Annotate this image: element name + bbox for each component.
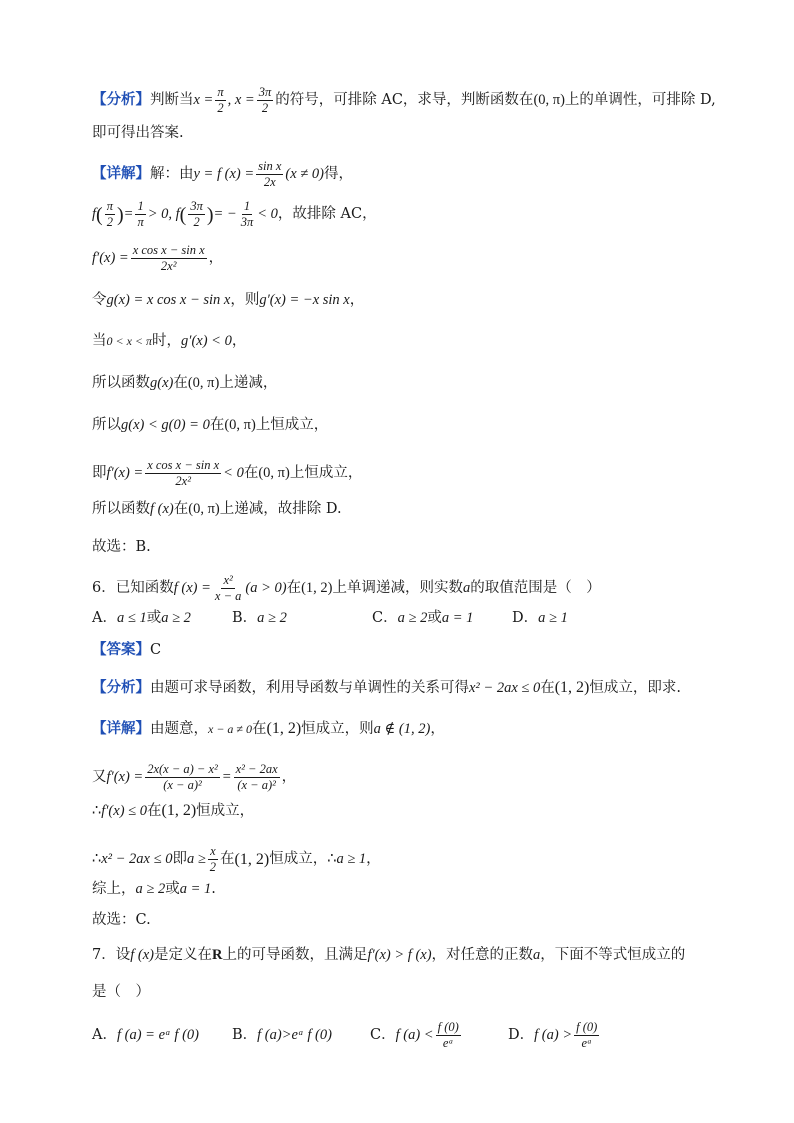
text: 得， — [323, 166, 353, 183]
math-a-ge: a ≥ — [186, 851, 206, 868]
text: 又 — [92, 769, 107, 786]
detail-line-6 — [92, 376, 277, 391]
numerator: π — [105, 200, 115, 215]
answer-tag: 【答案】 — [92, 641, 150, 658]
question-6-detail-5 — [92, 882, 216, 897]
text: 令 — [92, 292, 107, 308]
text: 上的单调性，可排除 D, — [564, 92, 716, 109]
text: 是（ ） — [92, 984, 150, 1000]
math-result-1: a ≥ 2 — [135, 881, 166, 897]
text: 在 — [209, 417, 225, 433]
math-ineq: x² − 2ax ≤ 0 — [101, 851, 173, 868]
denominator: π — [137, 215, 144, 230]
math-result: a ≥ 1 — [336, 851, 367, 868]
text: 在 — [540, 679, 555, 696]
answer-value: C — [150, 642, 162, 658]
math-ineq: f′(x) ≤ 0 — [101, 802, 147, 819]
math-fprime: f′(x) = — [92, 250, 129, 267]
text: 或 — [165, 881, 180, 897]
fraction-1 — [145, 763, 220, 792]
numerator: 3π — [257, 86, 274, 101]
math-eq: = — [123, 206, 134, 223]
text: 即可得出答案. — [92, 125, 184, 141]
denominator: (x − a)² — [163, 778, 202, 793]
option-label: D． — [508, 1027, 535, 1044]
option-d[interactable] — [508, 1021, 601, 1050]
text: ，故排除 AC， — [277, 206, 377, 223]
option-math-2: a ≥ 2 — [161, 610, 191, 626]
fraction-sinx-over-2x — [256, 160, 283, 189]
math-lt: < 0 — [223, 465, 244, 482]
denominator: eᵃ — [442, 1036, 454, 1051]
text: 由题意， — [150, 720, 208, 737]
math-x-eq-2: , x = — [227, 92, 255, 109]
text: 在 — [243, 465, 259, 482]
question-6-detail-1 — [92, 721, 445, 737]
option-label: C． — [370, 1027, 396, 1044]
math-result-2: a = 1 — [179, 881, 212, 897]
fraction-x-over-2 — [208, 845, 218, 874]
math-interval: (1, 2) — [161, 802, 197, 819]
math-ineq: x² − 2ax ≤ 0 — [469, 679, 541, 696]
math-eq: = — [221, 769, 232, 786]
text: 恒成立， — [269, 851, 328, 868]
numerator: 2x(x − a) − x² — [145, 763, 220, 778]
detail-line-3 — [92, 244, 223, 273]
text: ， — [231, 333, 247, 349]
math-gprime-neg: g′(x) < 0 — [181, 333, 232, 349]
math-a: a — [463, 580, 471, 597]
therefore-symbol: ∴ — [92, 851, 102, 868]
denominator: 2 — [106, 215, 113, 230]
text: 即 — [172, 851, 187, 868]
option-label: C． — [372, 610, 398, 626]
text: ，下面不等式恒成立的 — [540, 947, 686, 963]
option-math: a ≥ 1 — [538, 610, 568, 626]
denominator: eᵃ — [581, 1036, 592, 1051]
denominator: 2x² — [160, 259, 177, 274]
text: ， — [366, 851, 381, 868]
math-interval: (0, π) — [533, 92, 565, 109]
text: 解：由 — [150, 166, 194, 183]
question-7-stem-2 — [92, 985, 150, 1000]
option-label: B． — [232, 610, 258, 626]
numerator: 1 — [135, 200, 145, 215]
text: 所以函数 — [92, 375, 150, 391]
detail-choose — [92, 540, 151, 555]
math-x-eq: x = — [193, 92, 214, 109]
denominator: 3π — [240, 215, 254, 230]
text: ，对任意的正数 — [431, 947, 534, 963]
text: 故选：C. — [92, 912, 151, 928]
text: 上恒成立， — [255, 417, 329, 433]
option-b[interactable] — [232, 1028, 370, 1043]
fraction-pi-over-2 — [105, 200, 115, 229]
text: 的取值范围是（ ） — [470, 580, 601, 597]
therefore-symbol: ∴ — [92, 802, 102, 819]
option-math: f (a) = eᵃ f (0) — [116, 1027, 199, 1044]
question-6-detail-4 — [92, 845, 381, 874]
fraction-pi-over-2 — [215, 86, 225, 115]
math-interval: (1, 2) — [266, 720, 302, 737]
math-cond: f′(x) > f (x) — [367, 947, 432, 963]
text: 6．已知函数 — [92, 580, 174, 597]
question-7-stem-1 — [92, 948, 685, 963]
option-c[interactable] — [370, 1021, 508, 1050]
text: 上递减，故排除 D. — [219, 501, 342, 517]
question-6-stem — [92, 574, 601, 603]
question-6-detail-2 — [92, 763, 296, 792]
math-interval: (0, π) — [224, 417, 256, 433]
option-label: D． — [512, 610, 539, 626]
text: 在 — [147, 802, 162, 819]
option-math: f (a) < — [395, 1027, 434, 1044]
math-ineq: x − a ≠ 0 — [208, 722, 253, 736]
text: 恒成立，则 — [301, 720, 374, 737]
math-y-eq: y = f (x) = — [193, 166, 255, 183]
text: ， — [349, 292, 365, 308]
numerator: f (0) — [436, 1021, 461, 1036]
fraction-f0-over-ea — [574, 1021, 599, 1050]
math-g: g(x) = x cos x − sin x — [106, 292, 231, 308]
detail-line-7 — [92, 418, 328, 433]
math-cond: (a > 0) — [245, 580, 287, 597]
math-gt: > 0, f — [147, 206, 180, 223]
therefore-symbol: ∴ — [327, 851, 337, 868]
text: 由题可求导函数，利用导函数与单调性的关系可得 — [150, 679, 469, 696]
math-gprime: g′(x) = −x sin x — [259, 292, 350, 308]
detail-tag: 【详解】 — [92, 719, 150, 737]
option-math: a ≤ 1 — [116, 610, 147, 626]
text: 时， — [152, 333, 182, 349]
denominator: 2x² — [175, 474, 191, 489]
text: 是定义在 — [153, 947, 212, 963]
option-mid: 或 — [146, 610, 162, 626]
text: 的符号，可排除 AC，求导，判断函数在 — [275, 92, 534, 109]
detail-line-8 — [92, 459, 362, 488]
math-ineq: g(x) < g(0) = 0 — [121, 417, 210, 433]
denominator: 2x — [263, 175, 276, 190]
math-interval: (0, π) — [258, 465, 290, 482]
text: 在 — [173, 501, 189, 517]
option-c[interactable] — [372, 611, 512, 626]
numerator: f (0) — [574, 1021, 599, 1036]
fraction-1-over-pi — [135, 200, 145, 229]
text: 故选：B. — [92, 539, 151, 555]
numerator: 3π — [188, 200, 205, 215]
question-6-choose — [92, 913, 151, 928]
math-fx: f (x) = — [173, 580, 211, 597]
numerator: x cos x − sin x — [131, 244, 207, 259]
detail-tag: 【详解】 — [92, 165, 150, 183]
numerator: x² − 2ax — [234, 763, 280, 778]
math-R: R — [211, 947, 223, 963]
math-f: f — [92, 206, 97, 223]
numerator: x cos x − sin x — [145, 459, 221, 474]
option-label: A． — [92, 610, 117, 626]
math-lt: < 0 — [257, 206, 278, 223]
analysis-tag: 【分析】 — [92, 91, 150, 109]
denominator: 2 — [217, 101, 224, 116]
text: ， — [208, 250, 224, 267]
text: 上的可导函数，且满足 — [222, 947, 368, 963]
option-a[interactable] — [92, 1028, 232, 1043]
math-notin: a ∉ (1, 2) — [373, 720, 431, 737]
text: . — [211, 881, 216, 897]
option-math: f (a) > — [534, 1027, 573, 1044]
option-a[interactable] — [92, 611, 232, 626]
text: 即 — [92, 465, 107, 482]
denominator: x − a — [214, 589, 242, 604]
option-mid: 或 — [427, 610, 442, 626]
fraction-derivative — [131, 244, 207, 273]
detail-line-9 — [92, 502, 342, 517]
math-interval: (1, 2) — [301, 580, 333, 597]
fraction-3pi-over-2 — [188, 200, 205, 229]
detail-line-2: f ( $\frac{\pi}{2}$ ) = $\frac{1}{\pi}$ > 0, f ( $\frac{3\pi}{2}$ ) = − $\frac{1}{3\pi}$ < 0 ，故排除 AC， — [92, 199, 377, 230]
math-a: a — [533, 947, 541, 963]
detail-line-5 — [92, 334, 246, 349]
text: 在 — [252, 720, 267, 737]
option-math: a ≥ 2 — [257, 610, 287, 626]
fraction-f0-over-ea — [436, 1021, 461, 1050]
option-b[interactable] — [232, 611, 372, 626]
option-math-2: a = 1 — [441, 610, 474, 626]
math-interval: (1, 2) — [234, 850, 270, 868]
text: ， — [430, 720, 445, 737]
numerator: x² — [221, 574, 234, 589]
text: ，则 — [230, 292, 260, 308]
math-interval: (1, 2) — [554, 679, 590, 696]
option-math: f (a)>eᵃ f (0) — [257, 1027, 332, 1044]
fraction-1-over-3pi — [239, 200, 256, 229]
option-label: A． — [92, 1027, 117, 1044]
question-6-options — [92, 611, 568, 626]
question-7-options — [92, 1021, 601, 1050]
text: 综上， — [92, 881, 136, 897]
fraction-3pi-over-2 — [257, 86, 274, 115]
analysis-tag: 【分析】 — [92, 678, 150, 696]
numerator: π — [215, 86, 225, 101]
fraction-x2-over-xa — [213, 574, 243, 603]
text: 在 — [173, 375, 188, 391]
analysis-line-2 — [92, 126, 184, 141]
math-fx: f (x) — [130, 947, 154, 963]
text: 上递减， — [219, 375, 278, 391]
text: 恒成立，即求. — [589, 679, 681, 696]
text: 7．设 — [92, 947, 131, 963]
text: 上恒成立， — [289, 465, 363, 482]
option-label: B． — [232, 1027, 258, 1044]
detail-line-4 — [92, 293, 364, 308]
math-g: g(x) — [150, 375, 174, 391]
math-fprime: f′(x) = — [106, 769, 144, 786]
question-6-detail-3 — [92, 803, 254, 819]
question-6-analysis — [92, 680, 681, 696]
math-cond: (x ≠ 0) — [285, 166, 324, 183]
numerator: x — [208, 845, 218, 860]
option-math: a ≥ 2 — [397, 610, 428, 626]
text: 恒成立， — [196, 802, 255, 819]
math-interval: (0, π) — [188, 501, 220, 517]
math-f: f (x) — [150, 501, 174, 517]
text: ， — [281, 769, 297, 786]
fraction-derivative — [145, 459, 221, 488]
detail-line-1 — [92, 160, 353, 189]
question-6-answer — [92, 643, 161, 658]
text: 上单调递减，则实数 — [332, 580, 463, 597]
analysis-line-1 — [92, 86, 716, 115]
text: 当 — [92, 333, 107, 349]
fraction-2 — [234, 763, 280, 792]
denominator: 2 — [193, 215, 200, 230]
math-cond: 0 < x < π — [106, 334, 153, 349]
text: 在 — [286, 580, 302, 597]
math-eq-neg: = − — [213, 206, 237, 223]
math-interval: (0, π) — [187, 375, 220, 391]
math-fprime: f′(x) = — [106, 465, 144, 482]
numerator: sin x — [256, 160, 283, 175]
denominator: (x − a)² — [237, 778, 276, 793]
text: 判断当 — [150, 92, 194, 109]
denominator: 2 — [261, 101, 269, 116]
text: 所以函数 — [92, 501, 150, 517]
text: 所以 — [92, 417, 121, 433]
denominator: 2 — [209, 860, 217, 875]
numerator: 1 — [242, 200, 252, 215]
text: 在 — [220, 851, 235, 868]
option-d[interactable] — [512, 611, 568, 626]
